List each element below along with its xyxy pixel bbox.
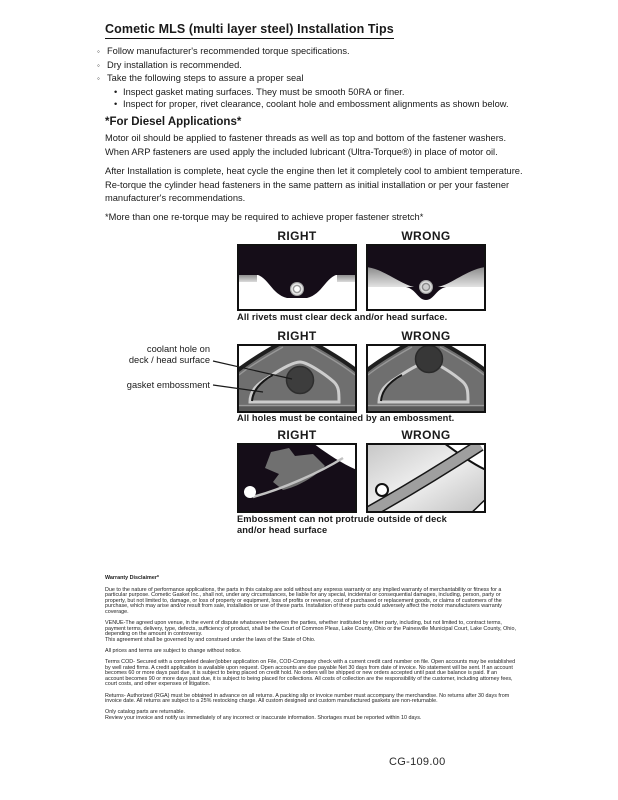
disclaimer-paragraph: VENUE-The agreed upon venue, in the event of dispute whatsoever between the parties, whether instituted by either party, including, but not limited to, contract terms, payment terms, delivery, type, defects, sufficiency of product, shall be the Court of Common Pleas, Lake County, Ohio or the Painesville Municipal Court, Lake County, Ohio, depending on the amount in controversy. [105, 620, 516, 638]
right-label: RIGHT [277, 428, 317, 442]
list-item: • Inspect gasket mating surfaces. They must be smooth 50RA or finer. [114, 86, 521, 99]
page-code: CG-109.00 [389, 756, 446, 768]
list-item: ◦ Take the following steps to assure a proper seal [97, 72, 521, 86]
wrong-label: WRONG [401, 329, 451, 343]
coolant-hole-label: coolant hole on deck / head surface [128, 344, 210, 365]
installation-tips-list [97, 45, 521, 111]
wrong-label: WRONG [401, 229, 451, 243]
disclaimer-paragraph: Due to the nature of performance applications, the parts in this catalog are sold without any express warranty or any implied warranty of merchantability or fitness for a particular purpose. Cometic Gasket Inc., shall not, under any circumstances, be liable for any special, incidental or consequential damages, including, person, party or property, but not limited to, damage, or loss of property or equipment, loss of profits or revenue, cost of purchased or replacement goods, or claims of customers of the purchase, which may arise and/or result from sale, installation or use of these parts. Installation of these parts could adversely affect the motor manufacturers warranty coverage. [105, 586, 502, 615]
protrusion-wrong-diagram [366, 443, 486, 513]
list-item: ◦ Follow manufacturer's recommended torque specifications. [97, 45, 521, 59]
row3-caption-line2: and/or head surface [237, 525, 328, 535]
disclaimer-paragraph: Review your invoice and notify us immediately of any incorrect or inaccurate information. Shortages must be reported within 10 days. [105, 714, 422, 721]
disclaimer-heading: Warranty Disclaimer* [105, 575, 160, 581]
pointer-lines [211, 355, 301, 400]
rivet-wrong-diagram [366, 244, 486, 311]
row3-caption-line1: Embossment can not protrude outside of deck [237, 514, 447, 524]
right-label: RIGHT [277, 329, 317, 343]
wrong-label: WRONG [401, 428, 451, 442]
list-item: ◦ Dry installation is recommended. [97, 59, 521, 73]
disclaimer-paragraph: Only catalog parts are returnable. [105, 709, 186, 716]
protrusion-right-diagram [237, 443, 357, 513]
gasket-embossment-label: gasket embossment [126, 380, 210, 390]
list-item: • Inspect for proper, rivet clearance, coolant hole and embossment alignments as shown below. [114, 98, 521, 111]
retorque-note: *More than one re-torque may be required to achieve proper fastener stretch* [105, 212, 424, 222]
diesel-paragraph-2: After Installation is complete, heat cycle the engine then let it completely cool to ambient temperature. Re-torque the cylinder head fasteners in the same pattern as initial installation or per your fastener manufacturer's recommendations. [105, 166, 523, 203]
page-title: Cometic MLS (multi layer steel) Installation Tips [105, 22, 394, 39]
disclaimer-paragraph: All prices and terms are subject to change without notice. [105, 647, 242, 654]
disclaimer-paragraph: Returns- Authorized (RGA) must be obtained in advance on all returns. A packing slip or invoice number must accompany the merchandise. No returns after 30 days from invoice date. All returns are subject to a 25% restocking charge. All custom designed and custom manufactured gaskets are non-returnable. [105, 692, 510, 705]
warranty-disclaimer [105, 576, 517, 721]
diesel-paragraph-1: Motor oil should be applied to fastener threads as well as top and bottom of the fastener washers. When ARP fasteners are used apply the included lubricant (Ultra-Torque®) in place of motor oil. [105, 133, 507, 157]
row2-caption: All holes must be contained by an embossment. [237, 413, 455, 423]
right-label: RIGHT [277, 229, 317, 243]
diesel-applications-heading: *For Diesel Applications* [105, 116, 242, 128]
disclaimer-paragraph: This agreement shall be governed by and construed under the laws of the State of Ohio. [105, 636, 316, 643]
disclaimer-paragraph: Terms COD- Secured with a completed dealer/jobber application on File, COD-Company check with a current credit card number on file. Open accounts may be established by well rated firms. A credit application is available upon request. Open accounts are due payable Net 30 days from date of invoice. No statement will be sent. If an account becomes 60 or more days past due, it is subject to being placed on credit hold. No orders will be shipped or new orders accepted until past due balance is paid. If an account becomes 90 or more days past due, it is subject to being placed for collections. All costs of collection are the responsibility of the customer, including attorney fees, court costs, and other expenses of litigation. [105, 659, 516, 688]
row1-caption: All rivets must clear deck and/or head surface. [237, 312, 448, 322]
rivet-right-diagram [237, 244, 357, 311]
embossment-wrong-diagram [366, 344, 486, 413]
